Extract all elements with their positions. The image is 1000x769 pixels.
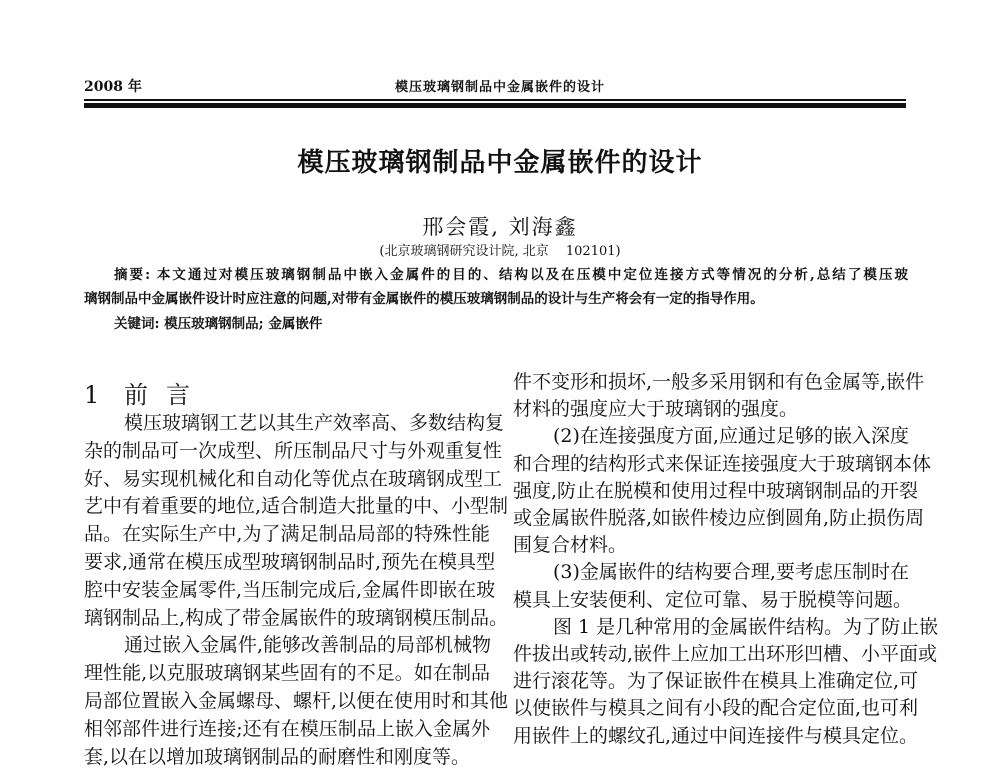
- body-text-line: 杂的制品可一次成型、所压制品尺寸与外观重复性: [84, 439, 503, 462]
- body-text-line: 材料的强度应大于玻璃钢的强度。: [513, 398, 799, 421]
- body-text-line: (2)在连接强度方面,应通过足够的嵌入深度: [553, 425, 909, 448]
- body-text-line: 以使嵌件与模具之间有小段的配合定位面,也可利: [513, 697, 919, 720]
- affiliation: (北京玻璃钢研究设计院, 北京 102101): [379, 244, 621, 259]
- section-title: 前言: [124, 381, 208, 409]
- body-text-line: 相邻部件进行连接;还有在模压制品上嵌入金属外: [84, 717, 490, 740]
- body-text-line: 璃钢制品上,构成了带金属嵌件的玻璃钢模压制品。: [84, 606, 509, 629]
- body-text-line: 和合理的结构形式来保证连接强度大于玻璃钢本体: [513, 452, 932, 475]
- body-text-line: 件不变形和损坏,一般多采用钢和有色金属等,嵌件: [513, 371, 925, 393]
- body-text-line: 件拔出或转动,嵌件上应加工出环形凹槽、小平面或: [513, 643, 938, 665]
- body-text-line: 图 1 是几种常用的金属嵌件结构。为了防止嵌: [553, 615, 939, 638]
- body-text-line: 艺中有着重要的地位,适合制造大批量的中、小型制: [84, 495, 509, 518]
- body-text-line: 套,以在以增加玻璃钢制品的耐磨性和刚度等。: [84, 745, 471, 768]
- paper-title: 模压玻璃钢制品中金属嵌件的设计: [297, 148, 703, 178]
- keywords: 关键词: 模压玻璃钢制品; 金属嵌件: [114, 316, 323, 332]
- body-text-line: 模压玻璃钢工艺以其生产效率高、多数结构复: [124, 412, 505, 434]
- body-text-line: 好、易实现机械化和自动化等优点在玻璃钢成型工: [84, 467, 503, 490]
- running-title: 模压玻璃钢制品中金属嵌件的设计: [394, 80, 605, 95]
- body-text-line: 要求,通常在模压成型玻璃钢制品时,预先在模具型: [84, 551, 496, 573]
- body-text-line: 或金属嵌件脱落,如嵌件棱边应倒圆角,防止损伤周: [513, 507, 925, 529]
- body-text-line: 进行滚花等。为了保证嵌件在模具上准确定位,可: [513, 670, 919, 693]
- section-number: 1: [84, 381, 100, 409]
- body-text-line: 品。在实际生产中,为了满足制品局部的特殊性能: [84, 523, 490, 546]
- abstract-line-1: 摘要: 本文通过对模压玻璃钢制品中嵌入金属件的目的、结构以及在压模中定位连接方式等情况的分析,总结了模压玻: [114, 267, 908, 283]
- header-rule-thick: [84, 103, 906, 108]
- body-text-line: 腔中安装金属零件,当压制完成后,金属件即嵌在玻: [84, 578, 496, 601]
- body-text-line: 理性能,以克服玻璃钢某些固有的不足。如在制品: [84, 662, 490, 685]
- body-text-line: 强度,防止在脱模和使用过程中玻璃钢制品的开裂: [513, 479, 919, 502]
- authors: 邢会霞, 刘海鑫: [422, 215, 578, 239]
- body-text-line: (3)金属嵌件的结构要合理,要考虑压制时在: [553, 561, 909, 584]
- header-rule-thin: [84, 99, 906, 101]
- body-text-line: 模具上安装便利、定位可靠、易于脱模等问题。: [513, 588, 913, 611]
- abstract-line-2: 璃钢制品中金属嵌件设计时应注意的问题,对带有金属嵌件的模压玻璃钢制品的设计与生产将会有一定的指导作用。: [84, 291, 764, 307]
- body-text-line: 通过嵌入金属件,能够改善制品的局部机械物: [124, 634, 492, 657]
- section-heading: [84, 375, 208, 410]
- body-text-line: 用嵌件上的螺纹孔,通过中间连接件与模具定位。: [513, 724, 919, 747]
- body-text-line: 围复合材料。: [513, 534, 628, 557]
- header-year: 2008 年: [84, 79, 142, 95]
- body-text-line: 局部位置嵌入金属螺母、螺杆,以便在使用时和其他: [84, 690, 509, 712]
